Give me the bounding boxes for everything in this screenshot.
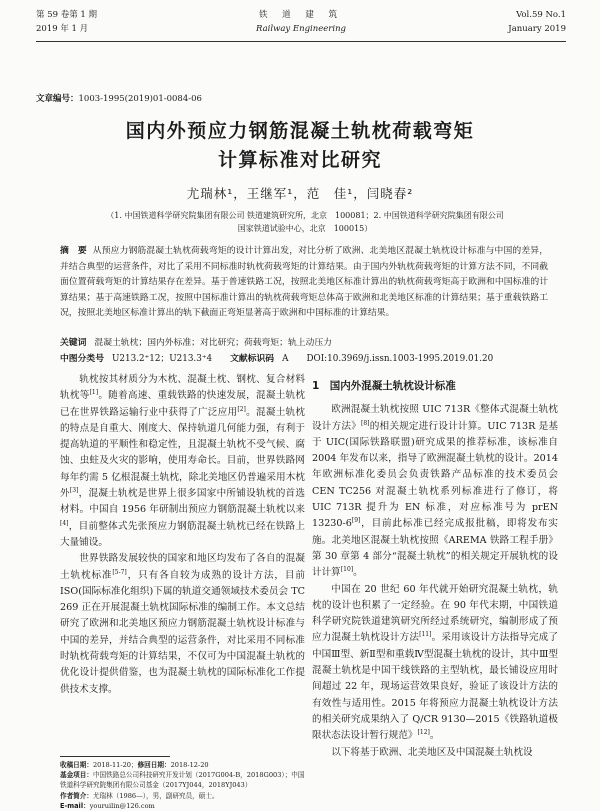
revised-date: 2018-12-20 <box>170 761 209 769</box>
article-number-label: 文章编号： <box>36 94 79 104</box>
title-line-1: 国内外预应力钢筋混凝土轨枕荷载弯矩 <box>125 120 475 142</box>
text-run: 。混凝土轨枕的特点是自重大、刚度大、保持轨道几何能力强，有利于提高轨道的平顺性和稳定性，且混凝土轨枕不受气候、腐蚀、虫蛀及火灾的影响，使用寿命长。目前，世界铁路网每年约需 5 亿根混凝土轨枕，除北美地区仍普遍采用木枕外 <box>60 406 305 500</box>
author-bio: 尤瑞林（1986—），男，副研究员，硕士。 <box>92 791 219 800</box>
title-line-2: 计算标准对比研究 <box>217 149 382 171</box>
abstract-label: 摘 要 <box>60 246 87 256</box>
clc-value: U213.2⁺12；U213.3⁺4 <box>112 354 213 364</box>
footnote-email <box>60 801 310 811</box>
revised-label: 修回日期： <box>137 761 171 769</box>
text-run: ，只有各自较为成熟的设计方法，目前 ISO(国际标准化组织)下属的轨道交通领域技术委员会 TC 269 正在开展混凝土轨枕国际标准的编制工作。本文总结研究了欧洲和北美地区预应力钢筋混凝土轨枕设计标准与中国的差异，并结合典型的运营条件，对比采用不同标准时轨枕荷载弯矩的计算结果，不仅可为中国混凝土轨枕的优化设计提供借鉴，也为混凝土轨枕的国际标准化工作提供技术支撑。 <box>60 569 305 695</box>
affiliation-line-2: 国家铁道试验中心，北京 100015） <box>237 224 373 233</box>
text-run: 中国在 20 世纪 60 年代就开始研究混凝土轨枕，轨枕的设计也积累了一定经验。在 90 年代末期，中国铁道科学研究院铁道建筑研究所经过系统研究，编制形成了预应力混凝土轨枕设计方法 <box>312 583 558 644</box>
citation: [2] <box>237 405 246 413</box>
text-run: ，目前此标准已经完成报批稿，即将发布实施。北美地区混凝土轨枕按照《AREMA 铁路工程手册》第 30 章第 4 部分“混凝土轨枕”的相关规定开展轨枕的设计计算 <box>312 518 558 579</box>
journal-name-en: Railway Engineering <box>255 24 347 34</box>
intro-paragraph-1 <box>60 372 305 551</box>
text-run: 轨枕按其材质分为木枕、混凝土枕、钢枕、复合材料轨枕等 <box>60 374 305 402</box>
text-run: ，目前整体式先张预应力钢筋混凝土轨枕已经在铁路上大量铺设。 <box>60 520 305 548</box>
text-run: 。 <box>353 567 363 579</box>
article-number <box>36 92 202 104</box>
header-rule <box>36 41 566 42</box>
text-run: 的相关规定进行设计计算。UIC 713R 是基于 UIC(国际铁路联盟)研究成果的推荐标准，该标准自 2004 年发布以来，指导了欧洲混凝土轨枕的设计。2014 年欧洲标准化委员会负责铁路产品标准的技术委员会 CEN TC256 对混凝土轨枕系列标准进行了修订，将 UIC 713R 提升为 EN 标准，对应标准号为 prEN 13230-6 <box>312 420 558 530</box>
doc-code-value: A <box>282 354 289 364</box>
email-address: youruilin@126.com <box>89 801 155 810</box>
received-label: 收稿日期： <box>60 761 93 769</box>
author-bio-label: 作者简介： <box>60 791 93 800</box>
clc-label: 中图分类号 <box>60 354 104 364</box>
citation: [11] <box>419 631 432 639</box>
body-column-left <box>60 372 305 698</box>
abstract <box>60 244 548 322</box>
text-run: 。采用该设计方法指导完成了中国Ⅲ型、新Ⅱ型和重载Ⅳ型混凝土轨枕的设计，其中Ⅲ型混凝土轨枕是中国干线铁路的主型轨枕，最长铺设应用时间超过 22 年，现场运营效果良好，验证了该设计方法的有效性与适用性。2015 年将预应力混凝土轨枕设计方法的相关研究成果纳入了 Q/CR 9130—2015《铁路轨道极限状态法设计暂行规范》 <box>312 632 559 742</box>
abstract-text: 从预应力钢筋混凝土轨枕荷载弯矩的设计计算出发，对比分析了欧洲、北美地区混凝土轨枕设计标准与中国的差异，并结合典型的运营条件，对比了采用不同标准时轨枕荷载弯矩的计算结果。由于国内外轨枕荷载弯矩的计算方法不同，不同截面位置荷载弯矩的计算结果存在差异。基于普速铁路工况，按照北美地区标准计算出的轨枕荷载弯矩高于欧洲和中国标准的计算结果；基于高速铁路工况，按照中国标准计算出的轨枕荷载弯矩总体高于欧洲和北美地区标准的计算结果；基于重载铁路工况，按照北美地区标准计算出的轨下截面正弯矩显著高于欧洲和中国标准的计算结果。 <box>60 246 548 318</box>
citation: [12] <box>417 729 430 737</box>
doi: DOI:10.3969/j.issn.1003-1995.2019.01.20 <box>306 354 494 364</box>
classification-line <box>60 352 548 367</box>
email-label: E-mail： <box>60 801 90 810</box>
header-volume-en: Vol.59 No.1 <box>516 10 566 20</box>
keywords <box>60 336 548 351</box>
footnote-author <box>60 791 310 801</box>
fund-text: 中国铁路总公司科技研究开发计划（2017G004-B，2018G003）；中国铁道科学研究院集团有限公司基金（2017YJ044，2018YJ043） <box>60 771 305 790</box>
footnote <box>60 760 310 811</box>
affiliations <box>70 209 540 235</box>
keywords-label: 关键词 <box>60 338 87 348</box>
footnote-dates <box>60 760 310 770</box>
article-number-value: 1003-1995(2019)01-0084-06 <box>78 94 202 104</box>
intro-paragraph-2 <box>60 551 305 698</box>
fund-label: 基金项目： <box>60 771 93 780</box>
text-run: 。 <box>429 730 440 742</box>
section1-paragraph-3: 以下将基于欧洲、北美地区及中国混凝土轨枕设 <box>331 746 533 758</box>
text-run: 世界铁路发展较快的国家和地区均发布了各自的混凝土轨枕标准 <box>60 553 305 581</box>
header-volume-cn: 第 59 卷第 1 期 <box>36 10 98 20</box>
header-date-en: January 2019 <box>508 24 566 34</box>
keywords-text: 混凝土轨枕；国内外标准；对比研究；荷载弯矩；轨上动压力 <box>94 338 332 348</box>
header-center <box>36 8 566 36</box>
section1-paragraph-1 <box>312 402 558 581</box>
affiliation-line-1: （1. 中国铁道科学研究院集团有限公司 铁道建筑研究所，北京 100081；2. 中国铁道科学研究院集团有限公司 <box>106 211 504 220</box>
footnote-fund <box>60 770 310 790</box>
citation: [9] <box>351 517 361 525</box>
citation: [5-7] <box>112 568 127 576</box>
text-run: 欧洲混凝土轨枕按照 UIC 713R《整体式混凝土轨枕设计方法》 <box>312 404 558 432</box>
section-heading-1: 1 国内外混凝土轨枕设计标准 <box>312 380 456 392</box>
body-column-right <box>312 372 558 761</box>
running-header <box>36 8 566 56</box>
article-title <box>0 117 600 175</box>
citation: [1] <box>89 389 99 397</box>
text-run: ，混凝土轨枕是世界上很多国家中所铺设轨枕的首选材料。中国自 1956 年研制出预应力钢筋混凝土轨枕以来 <box>60 488 306 516</box>
citation: [10] <box>340 566 354 574</box>
citation: [8] <box>361 419 370 427</box>
author-list: 尤瑞林¹，王继军¹，范 佳¹，闫晓春² <box>186 186 414 201</box>
header-right <box>508 8 566 36</box>
header-date-cn: 2019 年 1 月 <box>36 24 89 34</box>
journal-name-cn: 铁 道 建 筑 <box>258 10 344 20</box>
section1-paragraph-2 <box>312 582 558 745</box>
citation: [3] <box>69 486 79 494</box>
citation: [4] <box>60 519 69 527</box>
text-run: 。随着高速、重载铁路的快速发展，混凝土轨枕已在世界铁路运输行业中获得了广泛应用 <box>60 390 305 418</box>
received-date: 2018-11-20； <box>92 761 138 769</box>
footnote-rule <box>60 756 170 757</box>
doc-code-label: 文献标识码 <box>230 354 275 364</box>
